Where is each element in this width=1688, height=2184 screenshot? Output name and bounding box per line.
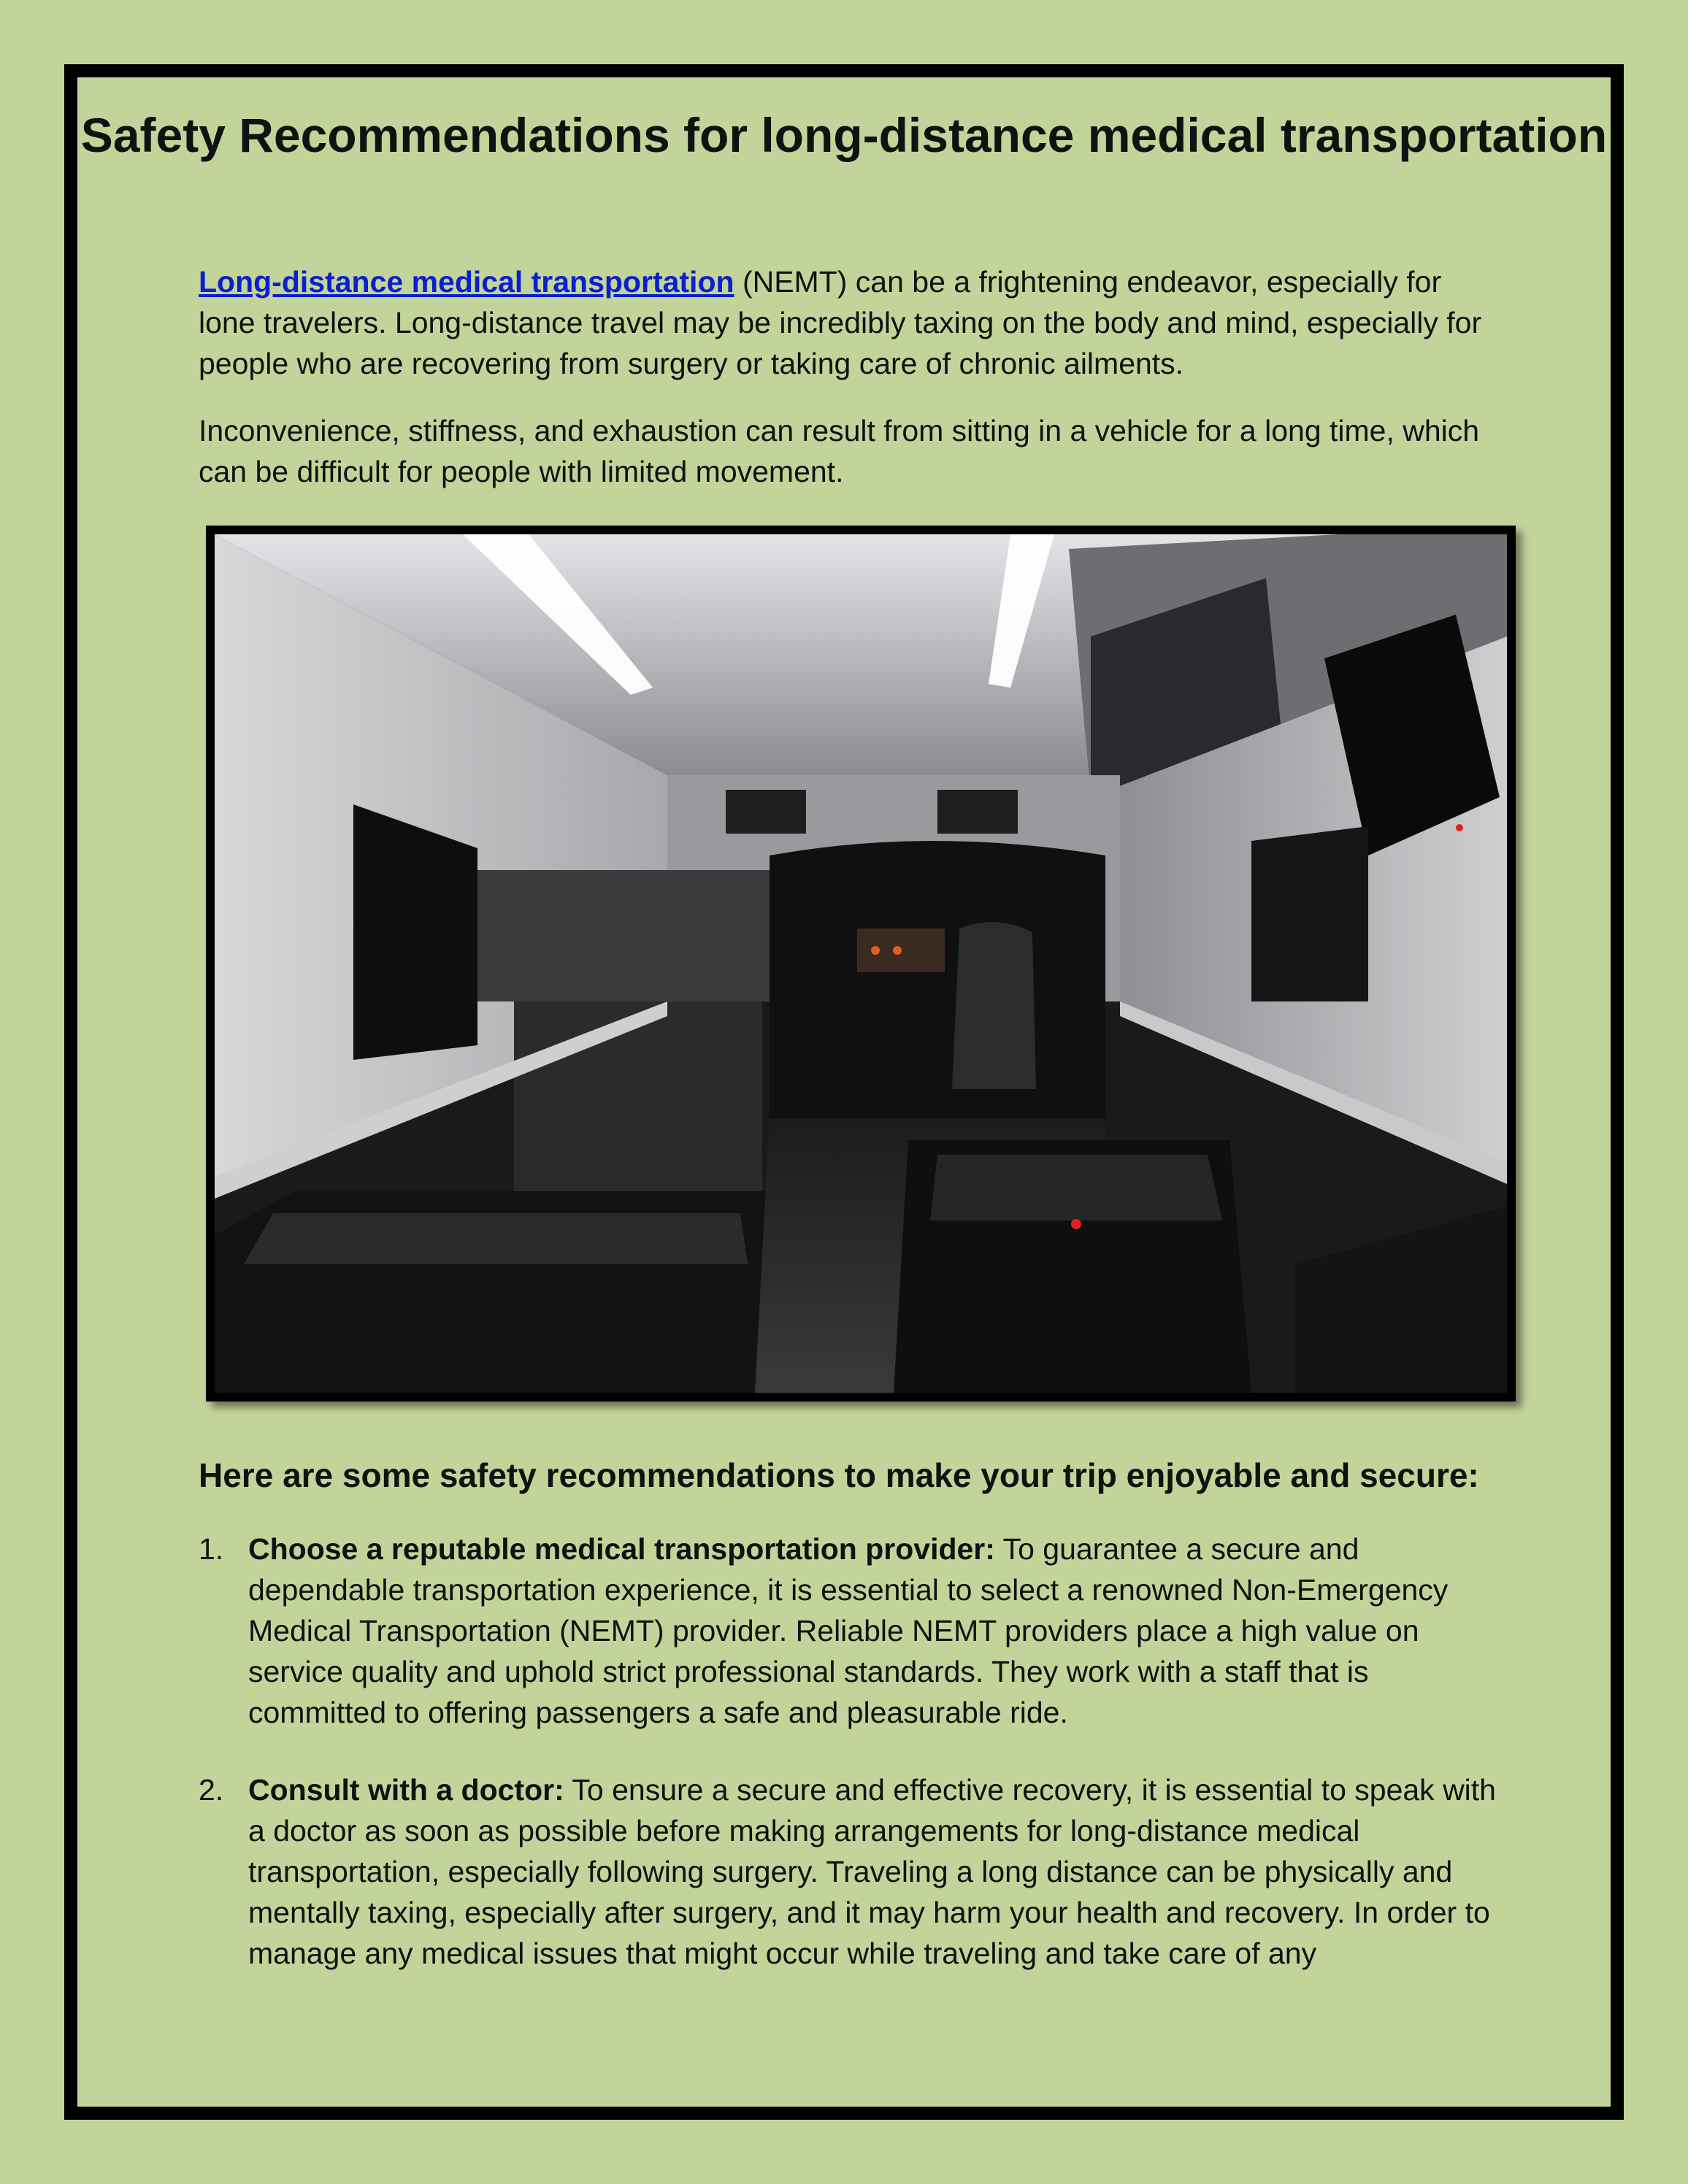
van-interior-illustration	[215, 534, 1507, 1393]
list-text	[248, 1769, 1505, 1974]
list-text	[248, 1529, 1505, 1733]
page-title: Safety Recommendations for long-distance medical transportation	[80, 108, 1608, 162]
intro-paragraph-1	[199, 261, 1491, 384]
list-number: 1.	[199, 1532, 224, 1566]
recommendations-heading: Here are some safety recommendations to make your trip enjoyable and secure:	[199, 1456, 1479, 1494]
list-item-body: To guarantee a secure and dependable transportation experience, it is essential to select a renowned Non-Emergency Medical Transportation (NEMT) provider. Reliable NEMT providers place a high value on service quality and uphold strict professional standards. They work with a staff that is committed to offering passengers a safe and pleasurable ride.	[248, 1532, 1449, 1729]
list-item-title: Choose a reputable medical transportation provider:	[248, 1532, 995, 1566]
list-item	[199, 1769, 1505, 1974]
van-interior-photo	[206, 526, 1516, 1401]
list-item-title: Consult with a doctor:	[248, 1773, 564, 1807]
intro-paragraph-1-text: (NEMT) can be a frightening endeavor, especially for lone travelers. Long-distance travel may be incredibly taxing on the body and mind, especially for people who are recovering from surgery or taking care of chronic ailments.	[199, 265, 1482, 380]
nemt-link[interactable]: Long-distance medical transportation	[199, 265, 734, 299]
intro-paragraph-2: Inconvenience, stiffness, and exhaustion can result from sitting in a vehicle for a long time, which can be difficult for people with limited movement.	[199, 414, 1480, 488]
list-number: 2.	[199, 1773, 224, 1807]
list-item-body: To ensure a secure and effective recovery, it is essential to speak with a doctor as soon as possible before making arrangements for long-distance medical transportation, especially following surgery. Traveling a long distance can be physically and mentally taxing, especially after surgery, and it may harm your health and recovery. In order to manage any medical issues that might occur while traveling and take care of any	[248, 1773, 1496, 1970]
list-item	[199, 1529, 1505, 1733]
